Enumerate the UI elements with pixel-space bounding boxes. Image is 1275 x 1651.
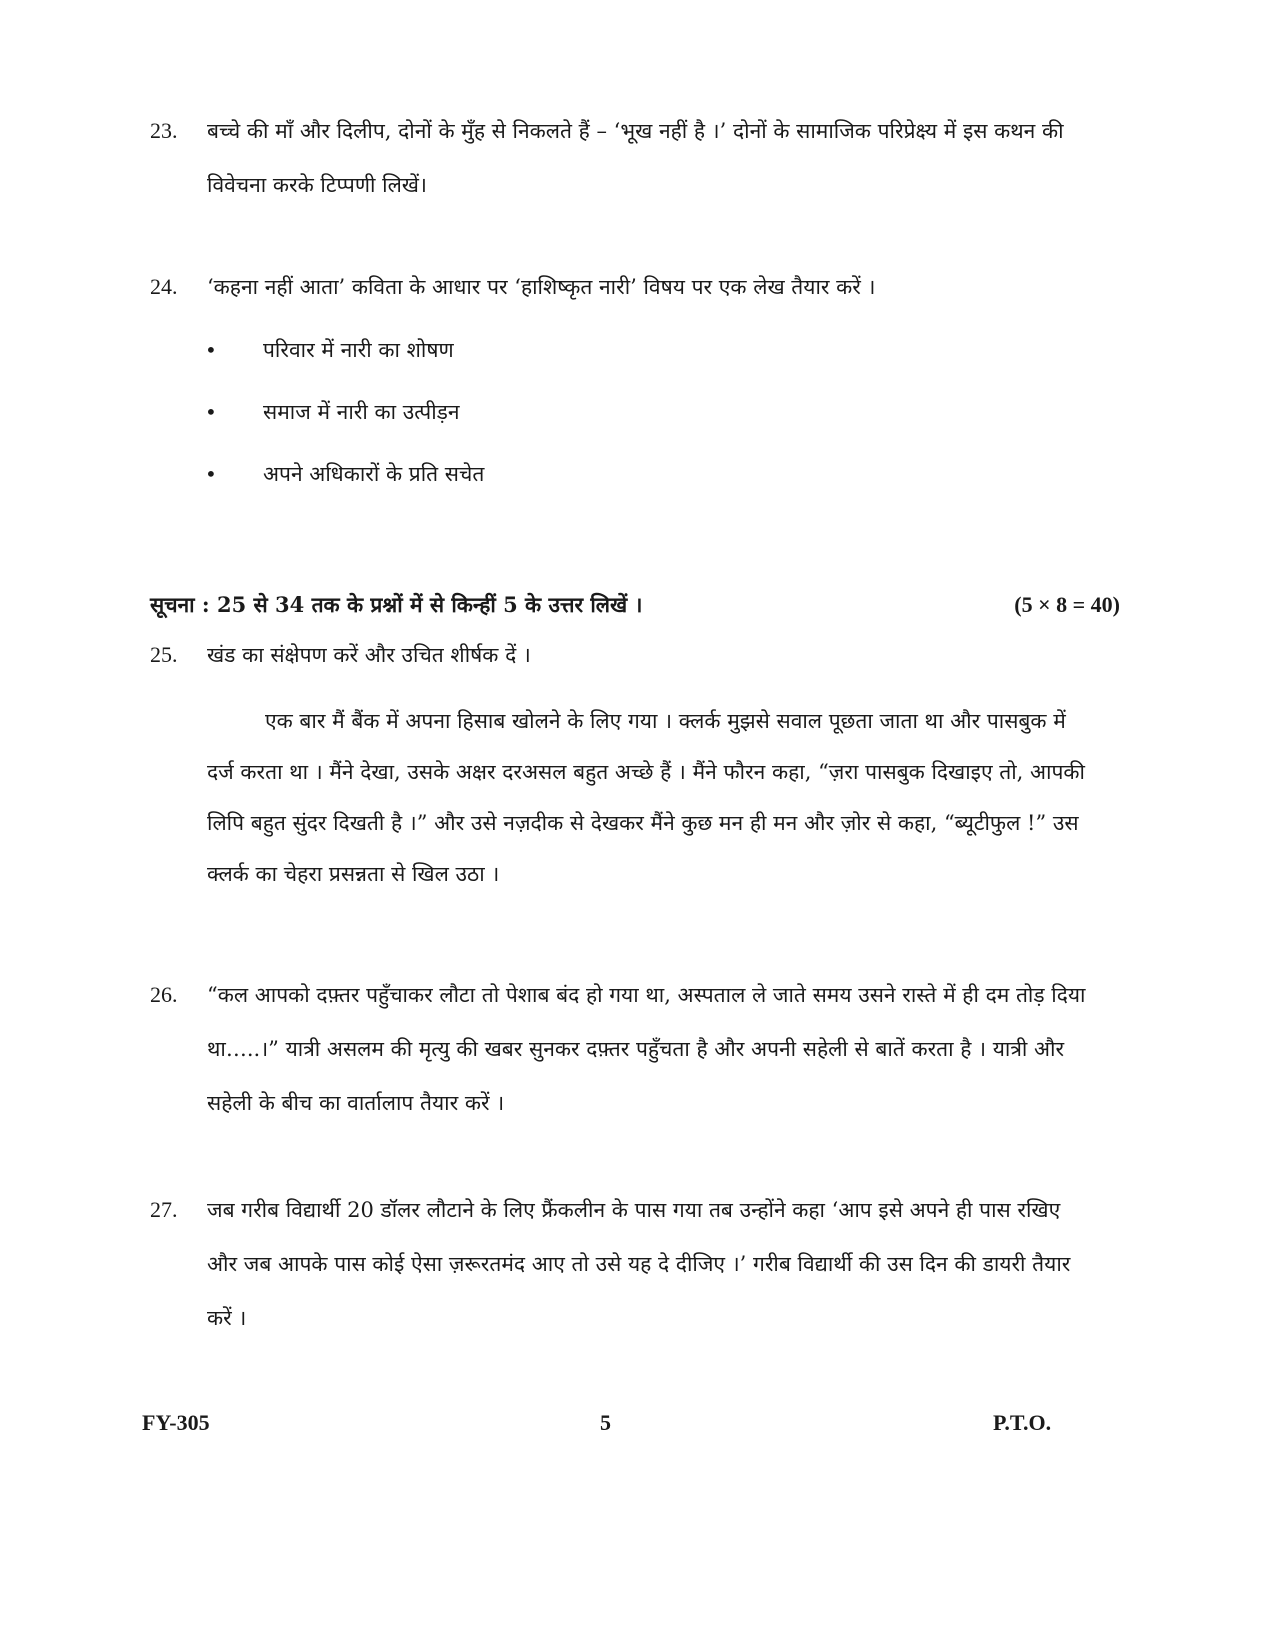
question-number: 26.: [150, 982, 178, 1007]
question-23: [150, 104, 1090, 212]
bullet-icon: •: [205, 462, 217, 486]
question-text: खंड का संक्षेपण करें और उचित शीर्षक दें ।: [207, 643, 531, 667]
list-item: [205, 335, 805, 397]
question-number: 25.: [150, 642, 178, 667]
question-number: 24.: [150, 274, 178, 299]
section-notice: [150, 590, 1120, 620]
notice-text: सूचना : 25 से 34 तक के प्रश्नों में से किन्हीं 5 के उत्तर लिखें ।: [150, 592, 643, 617]
question-25: [150, 628, 1090, 682]
bullet-text: परिवार में नारी का शोषण: [263, 338, 454, 362]
bullet-text: समाज में नारी का उत्पीड़न: [263, 400, 460, 424]
marks-scheme: (5 × 8 = 40): [1014, 592, 1120, 617]
question-text: “कल आपको दफ़्तर पहुँचाकर लौटा तो पेशाब बंद हो गया था, अस्पताल ले जाते समय उसने रास्ते में ही दम तोड़ दिया था…..।” यात्री असलम की मृत्यु की खबर सुनकर दफ़्तर पहुँचता है और अपनी सहेली से बातें करता है । यात्री और सहेली के बीच का वार्तालाप तैयार करें ।: [207, 983, 1086, 1115]
list-item: [205, 397, 805, 459]
question-26: [150, 968, 1090, 1130]
question-text: बच्चे की माँ और दिलीप, दोनों के मुँह से निकलते हैं – ‘भूख नहीं है ।’ दोनों के सामाजिक परिप्रेक्ष्य में इस कथन की विवेचना करके टिप्पणी लिखें।: [207, 119, 1064, 197]
paper-code: FY-305: [142, 1410, 210, 1435]
question-number: 23.: [150, 118, 178, 143]
pto-label: P.T.O.: [993, 1410, 1052, 1435]
question-text: जब गरीब विद्यार्थी 20 डॉलर लौटाने के लिए फ्रैंकलीन के पास गया तब उन्होंने कहा ‘आप इसे अपने ही पास रखिए और जब आपके पास कोई ऐसा ज़रूरतमंद आए तो उसे यह दे दीजिए ।’ गरीब विद्यार्थी की उस दिन की डायरी तैयार करें ।: [207, 1198, 1071, 1330]
question-24: [150, 260, 1090, 314]
question-text: ‘कहना नहीं आता’ कविता के आधार पर ‘हाशिष्कृत नारी’ विषय पर एक लेख तैयार करें ।: [207, 275, 876, 299]
bullet-list: [205, 335, 805, 521]
question-27: [150, 1183, 1090, 1345]
bullet-text: अपने अधिकारों के प्रति सचेत: [263, 462, 485, 486]
bullet-icon: •: [205, 400, 217, 424]
page-number: 5: [600, 1410, 611, 1435]
list-item: [205, 459, 805, 521]
question-number: 27.: [150, 1197, 178, 1222]
passage-text: एक बार मैं बैंक में अपना हिसाब खोलने के लिए गया । क्लर्क मुझसे सवाल पूछता जाता था और पासबुक में दर्ज करता था । मैंने देखा, उसके अक्षर दरअसल बहुत अच्छे हैं । मैंने फौरन कहा, “ज़रा पासबुक दिखाइए तो, आपकी लिपि बहुत सुंदर दिखती है ।” और उसे नज़दीक से देखकर मैंने कुछ मन ही मन और ज़ोर से कहा, “ब्यूटीफुल !” उस क्लर्क का चेहरा प्रसन्नता से खिल उठा ।: [207, 709, 1085, 886]
bullet-icon: •: [205, 338, 217, 362]
